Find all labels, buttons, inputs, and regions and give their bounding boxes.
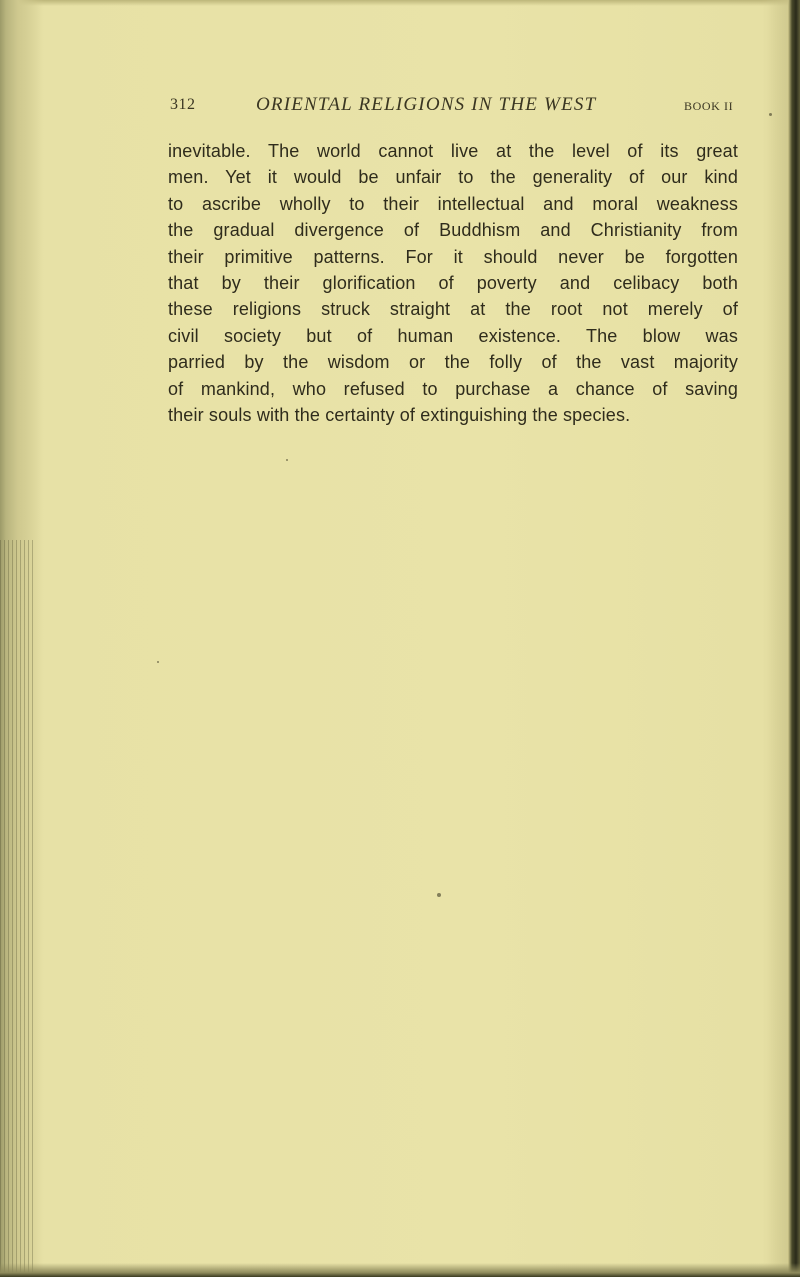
text-line: the gradual divergence of Buddhism and Christianity from xyxy=(168,220,738,241)
page-right-shadow xyxy=(762,0,788,1277)
text-line: inevitable. The world cannot live at the level of its great xyxy=(168,141,738,161)
body-paragraph xyxy=(168,138,738,428)
text-line: parried by the wisdom or the folly of the vast majority xyxy=(168,352,738,373)
text-line: that by their glorification of poverty and celibacy both xyxy=(168,272,738,293)
running-title: ORIENTAL RELIGIONS IN THE WEST xyxy=(256,94,597,115)
text-line: their primitive patterns. For it should never be forgotten xyxy=(168,246,738,267)
text-line: men. Yet it would be unfair to the generality of our kind xyxy=(168,167,738,188)
page-bottom-edge xyxy=(0,1263,800,1277)
text-line: their souls with the certainty of extinguishing the species. xyxy=(168,404,631,425)
paper-speck xyxy=(157,661,159,663)
paper-speck xyxy=(286,459,288,461)
binding-threads xyxy=(0,540,36,1277)
text-line: these religions struck straight at the root not merely of xyxy=(168,299,738,320)
page-right-edge xyxy=(788,0,800,1277)
running-head xyxy=(170,96,770,120)
page-number: 312 xyxy=(170,96,196,113)
page-top-edge xyxy=(0,0,800,6)
text-line: to ascribe wholly to their intellectual and moral weakness xyxy=(168,193,738,214)
text-line: of mankind, who refused to purchase a chance of saving xyxy=(168,378,738,399)
running-book-label: BOOK II xyxy=(684,99,734,113)
paper-speck xyxy=(437,893,441,897)
text-line: civil society but of human existence. The blow was xyxy=(168,325,738,346)
paper-speck xyxy=(769,113,772,116)
